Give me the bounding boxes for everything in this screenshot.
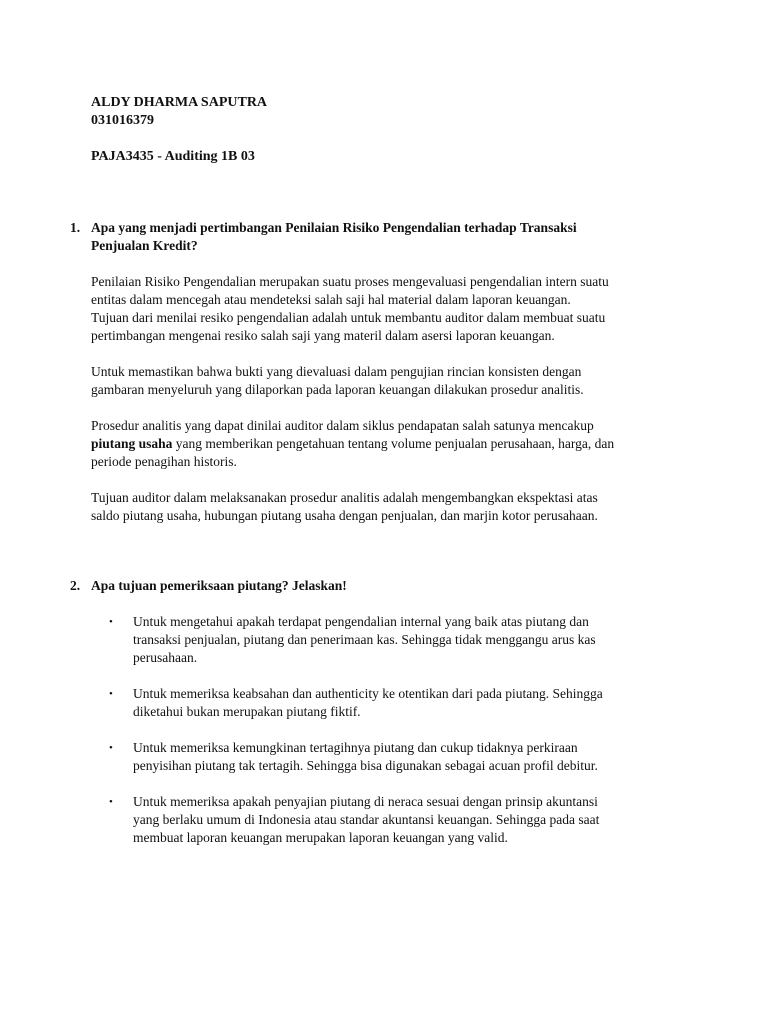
list-item-text	[133, 793, 651, 847]
text-line: pertimbangan mengenai resiko salah saji yang materil dalam asersi laporan keuangan.	[91, 328, 555, 343]
question-heading	[70, 577, 680, 595]
text-line: yang memberikan pengetahuan tentang volume penjualan perusahaan, harga, dan	[172, 436, 615, 451]
question-number: 1.	[70, 220, 81, 235]
text-line: Tujuan auditor dalam melaksanakan prosedur analitis adalah mengembangkan ekspektasi atas	[91, 490, 598, 505]
bullet-icon: •	[109, 742, 113, 754]
question-number: 2.	[70, 578, 81, 593]
list-item	[91, 739, 651, 775]
document-header	[91, 94, 267, 166]
text-line: diketahui bukan merupakan piutang fiktif.	[133, 704, 361, 719]
question-title-line: Apa yang menjadi pertimbangan Penilaian Risiko Pengendalian terhadap Transaksi	[91, 220, 577, 235]
bullet-icon: •	[109, 688, 113, 700]
text-line: Prosedur analitis yang dapat dinilai auditor dalam siklus pendapatan salah satunya mencakup	[91, 418, 594, 433]
question-2	[70, 577, 680, 865]
text-line: Untuk mengetahui apakah terdapat pengendalian internal yang baik atas piutang dan	[133, 614, 589, 629]
question-1	[70, 219, 680, 525]
text-line: Untuk memeriksa kemungkinan tertagihnya piutang dan cukup tidaknya perkiraan	[133, 740, 578, 755]
bullet-list	[91, 613, 651, 847]
text-line: membuat laporan keuangan merupakan laporan keuangan yang valid.	[133, 830, 508, 845]
text-line: Untuk memastikan bahwa bukti yang dievaluasi dalam pengujian rincian konsisten dengan	[91, 364, 582, 379]
text-line: saldo piutang usaha, hubungan piutang usaha dengan penjualan, dan marjin kotor perusahaan.	[91, 508, 598, 523]
text-line: Penilaian Risiko Pengendalian merupakan suatu proses mengevaluasi pengendalian intern suatu	[91, 274, 609, 289]
text-line: Untuk memeriksa keabsahan dan authenticity ke otentikan dari pada piutang. Sehingga	[133, 686, 603, 701]
list-item	[91, 685, 651, 721]
question-title	[91, 219, 680, 255]
list-item	[91, 613, 651, 667]
bullet-icon: •	[109, 796, 113, 808]
question-heading	[70, 219, 680, 255]
text-line: Untuk memeriksa apakah penyajian piutang di neraca sesuai dengan prinsip akuntansi	[133, 794, 598, 809]
text-line: periode penagihan historis.	[91, 454, 237, 469]
student-name: ALDY DHARMA SAPUTRA	[91, 95, 268, 110]
list-item-text	[133, 613, 651, 667]
list-item-text	[133, 739, 651, 775]
student-id: 031016379	[91, 113, 154, 128]
course-title: PAJA3435 - Auditing 1B 03	[91, 149, 255, 164]
answer-paragraph	[91, 363, 680, 399]
answer-body	[91, 273, 680, 525]
list-item	[91, 793, 651, 847]
question-title: Apa tujuan pemeriksaan piutang? Jelaskan!	[91, 578, 347, 593]
list-item-text	[133, 685, 651, 721]
text-line: yang berlaku umum di Indonesia atau standar akuntansi keuangan. Sehingga pada saat	[133, 812, 600, 827]
text-line: transaksi penjualan, piutang dan penerimaan kas. Sehingga tidak menggangu arus kas	[133, 632, 596, 647]
text-line: Tujuan dari menilai resiko pengendalian adalah untuk membantu auditor dalam membuat suatu	[91, 310, 606, 325]
text-line: penyisihan piutang tak tertagih. Sehingga bisa digunakan sebagai acuan profil debitur.	[133, 758, 598, 773]
answer-paragraph	[91, 273, 680, 345]
text-line: entitas dalam mencegah atau mendeteksi salah saji hal material dalam laporan keuangan.	[91, 292, 571, 307]
answer-paragraph	[91, 489, 680, 525]
question-title-line: Penjualan Kredit?	[91, 238, 198, 253]
text-line: gambaran menyeluruh yang dilaporkan pada laporan keuangan dilakukan prosedur analitis.	[91, 382, 584, 397]
bullet-icon: •	[109, 616, 113, 628]
bold-term: piutang usaha	[91, 436, 173, 451]
text-line: perusahaan.	[133, 650, 198, 665]
answer-paragraph	[91, 417, 680, 471]
